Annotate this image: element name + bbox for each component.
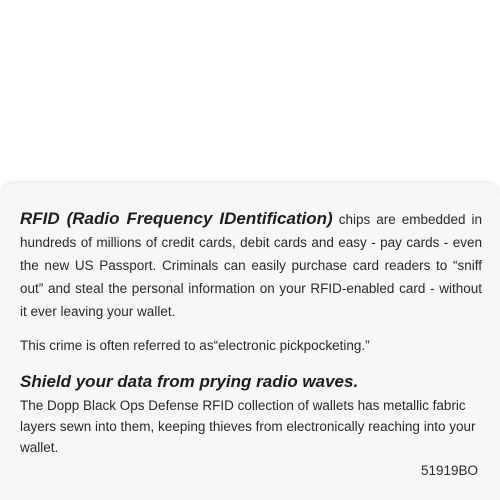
rfid-info-card [0, 183, 500, 500]
product-code: 51919BO [420, 463, 478, 478]
intro-paragraph [20, 207, 482, 323]
product-description: The Dopp Black Ops Defense RFID collection of wallets has metallic fabric layers sewn into them, keeping thieves from electronically reaching into your wallet. [20, 398, 476, 455]
crime-text: This crime is often referred to as“electronic pickpocketing.” [20, 338, 370, 353]
shield-heading: Shield your data from prying radio waves. [20, 372, 359, 391]
card-content [20, 207, 482, 458]
rfid-heading: RFID (Radio Frequency IDentification) [20, 209, 333, 228]
intro-text: chips are embedded in hundreds of millions of credit cards, debit cards and easy - pay cards - even the new US Passport. Criminals can easily purchase card readers to “sniff out” and steal the personal information on your RFID-enabled card - without it ever leaving your wallet. [20, 212, 482, 319]
